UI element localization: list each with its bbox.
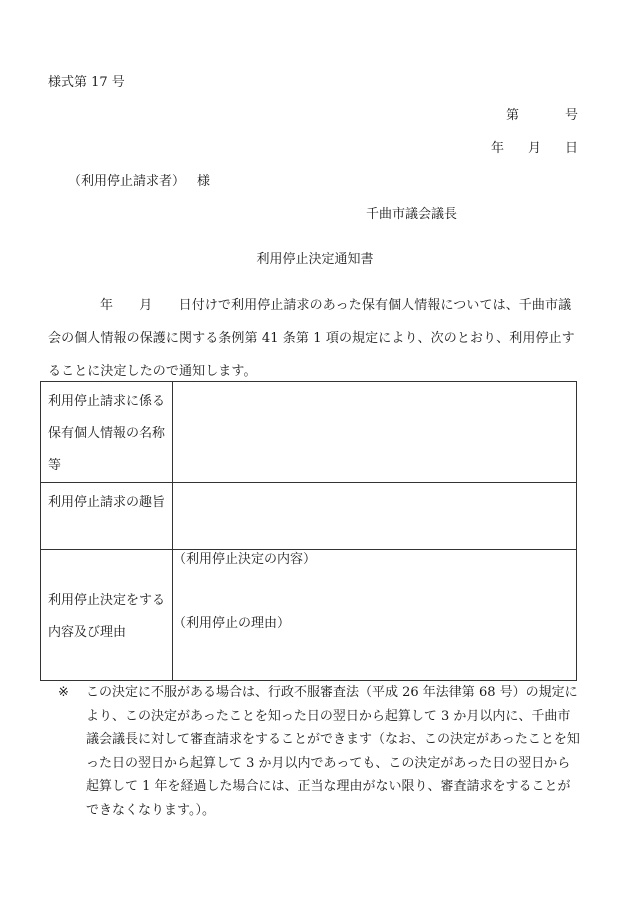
row-value [173,550,577,681]
note-mark: ※ [58,685,69,700]
info-table [40,381,577,681]
decision-reason-heading: （利用停止の理由） [173,616,291,631]
date-day: 日 [564,141,578,156]
document-number-prefix: 第 [505,108,519,123]
date-month: 月 [527,141,541,156]
document-number [506,104,578,123]
row-value [173,382,577,483]
decision-content-heading: （利用停止決定の内容） [173,552,317,567]
recipient [68,170,210,189]
table-row [41,550,577,681]
document-title: 利用停止決定通知書 [256,252,374,267]
recipient-honorific: 様 [197,174,211,189]
body-text: 年 月 日付けで利用停止請求のあった保有個人情報については、千曲市議会の個人情報の保護に関する条例第 41 条第 1 項の規定により、次のとおり、利用停止することに決定したので通知します。 [48,298,575,379]
document-date [491,137,578,156]
appeal-note [58,681,580,822]
table-row [41,382,577,483]
form-number: 様式第 17 号 [48,75,125,90]
row-label: 利用停止請求の趣旨 [41,483,173,550]
row-label: 利用停止決定をする内容及び理由 [41,550,173,681]
row-label: 利用停止請求に係る保有個人情報の名称等 [41,382,173,483]
date-year: 年 [490,141,504,156]
note-text: この決定に不服がある場合は、行政不服審査法（平成 26 年法律第 68 号）の規定により、この決定があったことを知った日の翌日から起算して 3 か月以内に、千曲市議会議長に対して審査請求をすることができます（なお、この決定があったことを知った日の翌日から起算して 3 か月以内であっても、この決定があった日の翌日から起算して 1 年を経過した場合には、正当な理由がない限り、審査請求をすることができなくなります。）。 [86,685,580,818]
recipient-name: （利用停止請求者） [68,174,186,189]
table-row [41,483,577,550]
sender: 千曲市議会議長 [366,207,458,222]
document-number-suffix: 号 [564,108,578,123]
row-value [173,483,577,550]
